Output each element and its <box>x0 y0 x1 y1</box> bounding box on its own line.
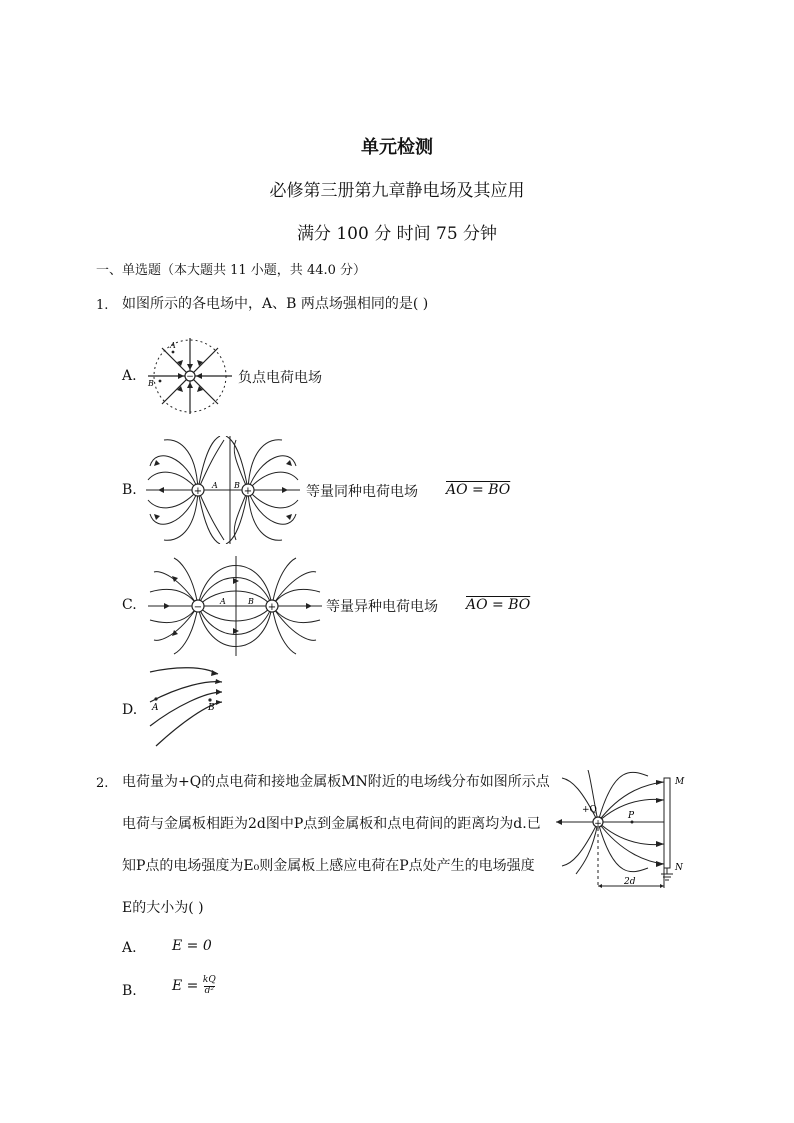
q2-charge-label: +Q <box>582 805 597 815</box>
q1-option-c-equation <box>466 597 530 613</box>
q1-stem: 如图所示的各电场中，A、B 两点场强相同的是( ) <box>122 296 429 312</box>
q2-line-1: 电荷量为+Q的点电荷和接地金属板MN附近的电场线分布如图所示点 <box>122 774 550 790</box>
q1-option-b-label: 等量同种电荷电场 <box>306 484 418 500</box>
q1c-eq-text: AO = BO <box>466 597 531 613</box>
q2-line-4: E的大小为( ) <box>122 900 204 916</box>
q1c-point-a-label: A <box>220 597 226 606</box>
q1a-point-a-label: A <box>170 341 176 350</box>
q1-option-b-equation <box>446 482 510 498</box>
q2-figure <box>552 770 690 894</box>
q1a-charge-sign: − <box>186 372 194 382</box>
q1a-point-b-label: B <box>148 379 154 388</box>
section-heading: 一、单选题（本大题共 11 小题，共 44.0 分） <box>96 263 367 278</box>
q1d-point-a-label: A <box>152 703 159 713</box>
q2-option-b-expr: E = $\frac{kQ}{\text{d²}}$ <box>172 975 216 996</box>
q2-option-b-denominator: d² <box>204 985 214 996</box>
page-subtitle: 必修第三册第九章静电场及其应用 <box>269 181 525 201</box>
q1b-point-a-label: A <box>212 481 218 490</box>
q2-plate-m-label: M <box>675 777 685 787</box>
q1b-point-b-label: B <box>234 481 240 490</box>
q1-option-d-figure <box>146 662 228 750</box>
page-title: 单元检测 <box>361 137 433 158</box>
exam-meta: 满分 100 分 时间 75 分钟 <box>296 224 498 244</box>
q1b-left-sign: + <box>193 486 203 497</box>
q2-number: 2. <box>96 776 109 791</box>
q2-point-p-label: P <box>628 811 635 821</box>
q1-option-c-label: 等量异种电荷电场 <box>326 599 438 615</box>
q2-distance-label: 2d <box>624 877 636 887</box>
q1b-right-sign: + <box>243 486 253 497</box>
q1-option-a-label: 负点电荷电场 <box>238 370 322 386</box>
q1-option-c-letter: C. <box>122 597 137 613</box>
q2-option-b-letter: B. <box>122 983 137 999</box>
q1-option-a-figure <box>144 334 234 420</box>
q1-option-c-figure <box>148 556 324 656</box>
q1c-right-sign: + <box>267 602 277 613</box>
q1-option-b-letter: B. <box>122 482 137 498</box>
q1-option-d-letter: D. <box>122 702 138 718</box>
q2-option-a-expr: E = 0 <box>172 938 212 954</box>
q2-line-3: 知P点的电场强度为E₀则金属板上感应电荷在P点处产生的电场强度 <box>122 858 535 874</box>
q1-number: 1. <box>96 298 109 313</box>
q2-line-2: 电荷与金属板相距为2d图中P点到金属板和点电荷间的距离均为d.已 <box>122 816 541 832</box>
q1b-eq-text: AO = BO <box>446 482 511 498</box>
q2-option-b-numerator: kQ <box>202 975 216 985</box>
q2-charge-sign: + <box>594 819 602 829</box>
q1c-point-b-label: B <box>248 597 254 606</box>
q1-option-a-letter: A. <box>122 368 137 384</box>
q2-plate-n-label: N <box>675 863 683 873</box>
q1-option-b-figure <box>146 436 302 544</box>
q1c-left-sign: − <box>193 602 203 613</box>
q2-option-a-letter: A. <box>122 940 137 956</box>
q1d-point-b-label: B <box>208 703 215 713</box>
